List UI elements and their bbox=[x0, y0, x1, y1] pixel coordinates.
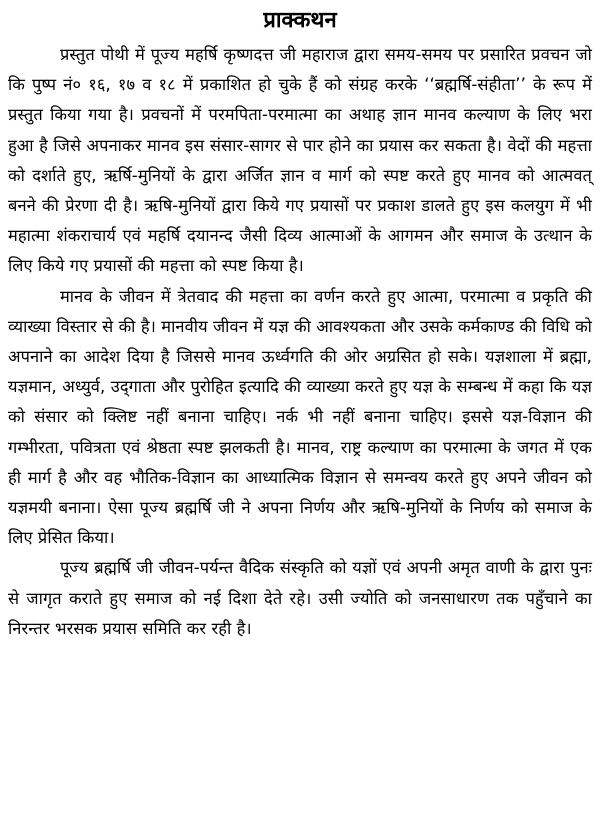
page-title: प्राक्कथन bbox=[263, 8, 337, 33]
paragraph-3: पूज्य ब्रह्मर्षि जी जीवन-पर्यन्त वैदिक संस्कृति को यज्ञों एवं अपनी अमृत वाणी के द्वारा पुनः से जागृत कराते हुए समाज को नई दिशा देते रहे। उसी ज्योति को जनसाधारण तक पहुँचाने का निरन्तर भरसक प्रयास समिति कर रही है। bbox=[8, 558, 592, 638]
paragraph-2: मानव के जीवन में त्रेतवाद की महत्ता का वर्णन करते हुए आत्मा, परमात्मा व प्रकृति की व्याख्या विस्तार से की है। मानवीय जीवन में यज्ञ की आवश्यकता और उसके कर्मकाण्ड की विधि को अपनाने का आदेश दिया है जिससे मानव ऊर्ध्वगति की ओर अग्रसित हो सके। यज्ञशाला में ब्रह्मा, यज्ञमान, अध्युर्व, उद्‌गाता और पुरोहित इत्यादि की व्याख्या करते हुए यज्ञ के सम्बन्ध में कहा कि यज्ञ को संसार को क्लिष्ट नहीं बनाना चाहिए। नर्क भी नहीं बनाना चाहिए। इससे यज्ञ-विज्ञान की गम्भीरता, पवित्रता एवं श्रेष्ठता स्पष्ट झलकती है। मानव, राष्ट्र कल्याण का परमात्मा के जगत में एक ही मार्ग है और वह भौतिक-विज्ञान का आध्यात्मिक विज्ञान से समन्वय करते हुए अपने जीवन को यज्ञमयी बनाना। ऐसा पूज्य ब्रह्मर्षि जी ने अपना निर्णय और ऋषि-मुनियों के निर्णय को समाज के लिए प्रेसित किया। bbox=[8, 286, 592, 548]
paragraph-1: प्रस्तुत पोथी में पूज्य महर्षि कृष्णदत्त जी महाराज द्वारा समय-समय पर प्रसारित प्रवचन जो कि पुष्प नं० १६, १७ व १८ में प्रकाशित हो चुके हैं को संग्रह करके ‘‘ब्रह्मर्षि-संहीता’’ के रूप में प्रस्तुत किया गया है। प्रवचनों में परमपिता-परमात्मा का अथाह ज्ञान मानव कल्याण के लिए भरा हुआ है जिसे अपनाकर मानव इस संसार-सागर से पार होने का प्रयास कर सकता है। वेदों की महत्ता को दर्शाते हुए, ऋर्षि-मुनियों के द्वारा अर्जित ज्ञान व मार्ग को स्पष्ट करते हुए मानव को आत्मवत् बनने की प्रेरणा दी है। ऋषि-मुनियों द्वारा किये गए प्रयासों पर प्रकाश डालते हुए इस कलयुग में भी महात्मा शंकराचार्य एवं महर्षि दयानन्द जैसी दिव्य आत्माओं के आगमन और समाज के उत्थान के लिए किये गए प्रयासों की महत्ता को स्पष्ट किया है। bbox=[8, 45, 592, 276]
